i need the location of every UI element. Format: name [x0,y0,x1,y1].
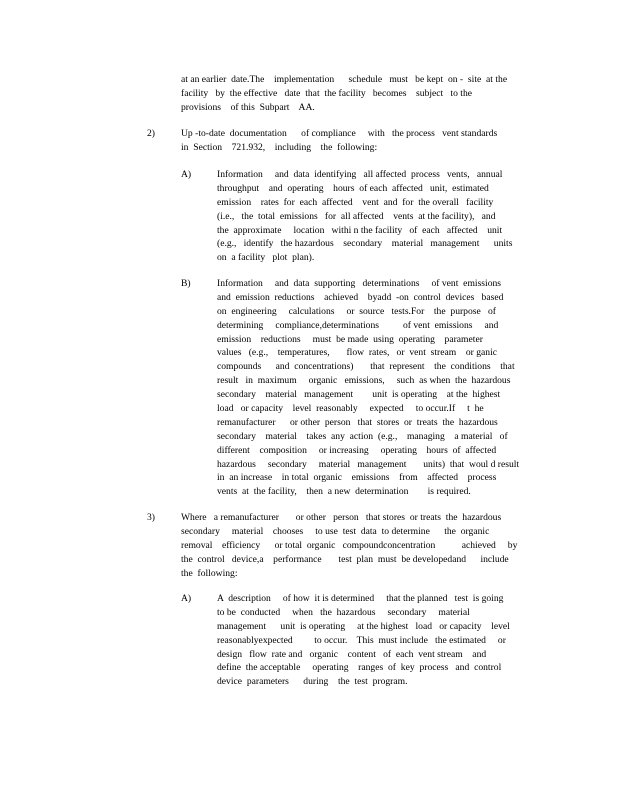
item-2-paragraph [181,127,541,155]
text-line: to be conducted when the hazardous secondary material [217,606,470,618]
item-2b-marker: B) [181,278,191,289]
text-line: Information and data supporting determinations of vent emissions [217,278,502,289]
intro-paragraph [181,73,551,115]
item-2a-marker: A) [181,169,192,180]
text-line: result in maximum organic emissions, such as when the hazardous [217,375,511,387]
text-line: the approximate location withi n the facility of each affected unit [217,224,503,236]
text-line: emission rates for each affected vent and for the overall facility [217,196,494,208]
text-line: the control device,a performance test plan must be developedand include [181,553,509,565]
text-line: Where a remanufacturer or other person that stores or treats the hazardous [181,512,502,523]
text-line: on a facility plot plan). [217,252,315,264]
text-line: in an increase in total organic emissions from affected process [217,472,497,484]
text-line: Up -to-date documentation of compliance with the process vent standards [181,128,498,139]
text-line: the following: [181,567,238,579]
text-line: secondary material takes any action (e.g., managing a material of [217,430,508,442]
item-2a-paragraph [217,168,547,265]
item-2b-paragraph [217,277,547,499]
text-line: different composition or increasing operating hours of affected [217,444,497,456]
text-line: Information and data identifying all affected process vents, annual [217,169,503,180]
text-line: facility by the effective date that the facility becomes subject to the [181,87,472,99]
text-line: emission reductions must be made using operating parameter [217,333,483,345]
text-line: secondary material management unit is operating at the highest [217,389,501,401]
text-line: (i.e., the total emissions for all affected vents at the facility), and [217,210,496,222]
text-line: provisions of this Subpart AA. [181,101,315,113]
item-3-marker: 3) [147,512,155,523]
text-line: compounds and concentrations) that represent the conditions that [217,361,515,373]
text-line: A description of how it is determined that the planned test is going [217,593,504,604]
item-3a-paragraph [217,592,547,689]
text-line: vents at the facility, then a new determination is required. [217,486,471,498]
text-line: reasonablyexpected to occur. This must include the estimated or [217,634,506,646]
text-line: secondary material chooses to use test data to determine the organic [181,525,490,537]
text-line: management unit is operating at the highest load or capacity level [217,620,510,632]
text-line: in Section 721.932, including the following: [181,141,378,153]
text-line: on engineering calculations or source tests.For the purpose of [217,305,496,317]
text-line: removal efficiency or total organic compoundconcentration achieved by [181,539,518,551]
text-line: throughput and operating hours of each affected unit, estimated [217,182,489,194]
text-line: and emission reductions achieved byadd -on control devices based [217,291,504,303]
text-line: hazardous secondary material management units) that woul d result [217,458,520,470]
text-line: load or capacity level reasonably expected to occur.If t he [217,403,484,415]
text-line: define the acceptable operating ranges of key process and control [217,662,502,674]
text-line: remanufacturer or other person that stores or treats the hazardous [217,416,498,428]
text-line: design flow rate and organic content of each vent stream and [217,648,487,660]
text-line: device parameters during the test program. [217,676,408,688]
text-line: determining compliance,determinations of vent emissions and [217,319,499,331]
text-line: (e.g., identify the hazardous secondary material management units [217,238,513,250]
item-3a-marker: A) [181,593,192,604]
text-line: values (e.g., temperatures, flow rates, or vent stream or ganic [217,347,497,359]
text-line: at an earlier date.The implementation schedule must be kept on - site at the [181,74,508,85]
item-2-marker: 2) [147,128,155,139]
item-3-paragraph [181,511,541,580]
